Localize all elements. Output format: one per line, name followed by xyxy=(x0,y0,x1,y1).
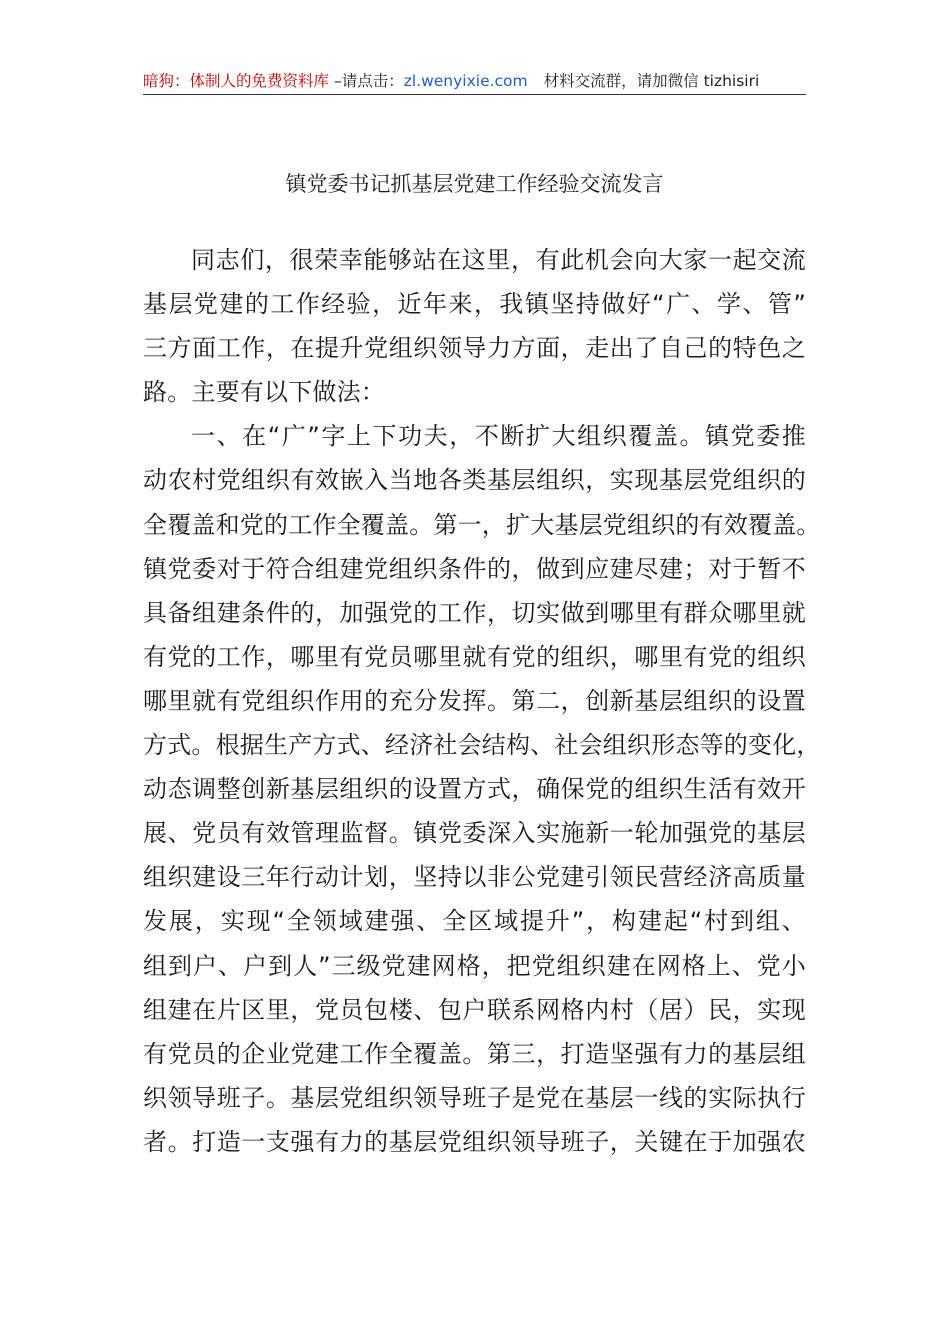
body-line: 者。打造一支强有力的基层党组织领导班子，关键在于加强农 xyxy=(143,1127,806,1156)
body-line: 展、党员有效管理监督。镇党委深入实施新一轮加强党的基层 xyxy=(143,819,806,848)
body-line: 发展，实现“全领域建强、全区域提升”，构建起“村到组、 xyxy=(143,907,806,936)
body-line: 哪里就有党组织作用的充分发挥。第二，创新基层组织的设置 xyxy=(143,686,806,715)
body-line: 组到户、户到人”三级党建网格，把党组织建在网格上、党小 xyxy=(143,951,806,980)
body-line: 组建在片区里，党员包楼、包户联系网格内村（居）民，实现 xyxy=(143,995,806,1024)
body-line: 路。主要有以下做法： xyxy=(143,378,385,407)
header-brand: 暗狗：体制人的免费资料库 xyxy=(143,72,330,90)
body-line: 织领导班子。基层党组织领导班子是党在基层一线的实际执行 xyxy=(143,1083,806,1112)
body-line: 一、在“广”字上下功夫，不断扩大组织覆盖。镇党委推 xyxy=(191,422,806,451)
body-line: 基层党建的工作经验，近年来，我镇坚持做好“广、学、管” xyxy=(143,290,806,319)
document-body xyxy=(143,238,821,1164)
document-title: 镇党委书记抓基层党建工作经验交流发言 xyxy=(285,172,664,196)
header-contact: 材料交流群，请加微信 tizhisiri xyxy=(543,72,760,90)
body-line: 镇党委对于符合组建党组织条件的，做到应建尽建；对于暂不 xyxy=(143,554,806,583)
body-line: 组织建设三年行动计划，坚持以非公党建引领民营经济高质量 xyxy=(143,863,806,892)
body-line: 方式。根据生产方式、经济社会结构、社会组织形态等的变化， xyxy=(143,731,821,760)
body-line: 同志们，很荣幸能够站在这里，有此机会向大家一起交流 xyxy=(191,246,806,274)
body-line: 有党员的企业党建工作全覆盖。第三，打造坚强有力的基层组 xyxy=(143,1039,806,1068)
body-line: 全覆盖和党的工作全覆盖。第一，扩大基层党组织的有效覆盖。 xyxy=(143,510,821,539)
document-header xyxy=(143,68,806,94)
body-line: 动农村党组织有效嵌入当地各类基层组织，实现基层党组织的 xyxy=(143,466,806,495)
body-line: 动态调整创新基层组织的设置方式，确保党的组织生活有效开 xyxy=(143,775,806,804)
header-click-prompt: –请点击： xyxy=(329,72,404,90)
body-line: 三方面工作，在提升党组织领导力方面，走出了自己的特色之 xyxy=(143,334,806,363)
body-line: 具备组建条件的，加强党的工作，切实做到哪里有群众哪里就 xyxy=(143,598,806,627)
header-link[interactable]: zl.wenyixie.com xyxy=(403,72,528,90)
body-line: 有党的工作，哪里有党员哪里就有党的组织，哪里有党的组织 xyxy=(143,642,806,671)
header-divider xyxy=(143,94,806,95)
